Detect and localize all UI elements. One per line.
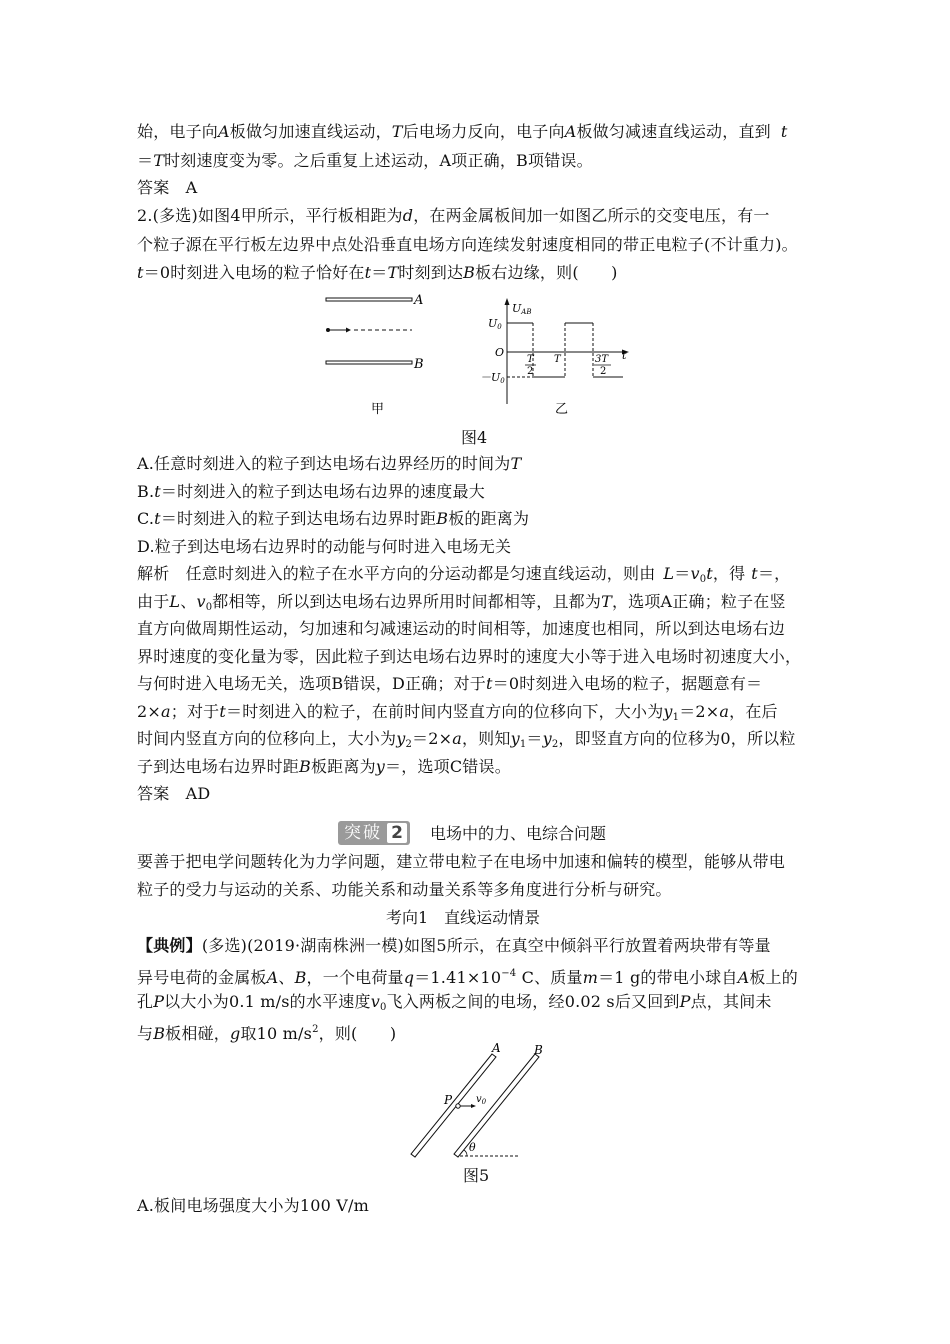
example-line: 【典例】(多选)(2019·湖南株洲一模)如图5所示，在真空中倾斜平行放置着两块带有等量: [137, 936, 771, 955]
plate-a: [326, 298, 412, 301]
option-b: B.t＝时刻进入的粒子到达电场右边界的速度最大: [137, 482, 485, 501]
tick-3-half-t-den: 2: [600, 366, 607, 377]
figure-5: [398, 1042, 558, 1164]
badge-number: 2: [387, 823, 407, 843]
label-p: P: [444, 1093, 453, 1107]
plate-b-label: B: [414, 357, 424, 372]
analysis-line: 直方向做周期性运动，匀加速和匀减速运动的时间相等，加速度也相同，所以到达电场右边: [137, 619, 786, 638]
analysis-line: 2×a；对于t＝时刻进入的粒子，在前时间内竖直方向的位移向下，大小为$y_1=2\times a$，在后: [137, 702, 778, 723]
example-line: 异号电荷的金属板A、B，一个电荷量$q=1.41\times 10^{-4}$ C、质量m＝1 g的带电小球自A板上的: [137, 968, 798, 987]
analysis-line: 解析 任意时刻进入的粒子在水平方向的分运动都是匀速直线运动，则由 $L=v_0t$，得 t＝，: [137, 564, 791, 585]
plate-b: [326, 361, 412, 364]
analysis-line: 子到达电场右边界时距B板距离为y＝，选项C错误。: [137, 757, 511, 776]
analysis-line: 时间内竖直方向的位移向上，大小为$y_2=2\times a$，则知$y_1=y_2$，即竖直方向的位移为0，所以粒: [137, 729, 796, 750]
origin-label: O: [495, 346, 505, 359]
question-line: 个粒子源在平行板左边界中点处沿垂直电场方向连续发射速度相同的带正电粒子(不计重力)。: [137, 235, 798, 254]
plate-a-label: A: [414, 293, 424, 308]
example-line: 与B板相碰，g取10 $m/s^2$，则( ): [137, 1024, 397, 1043]
tick-half-t-den: 2: [527, 366, 534, 377]
section-title: 电场中的力、电综合问题: [430, 824, 607, 843]
option-a: A.任意时刻进入的粒子到达电场右边界经历的时间为T: [137, 454, 522, 473]
tick-3-half-t-num: 3T: [595, 354, 609, 365]
section-badge: [338, 821, 410, 845]
tick-t: T: [554, 354, 561, 365]
y-arrow-icon: [505, 298, 510, 305]
analysis-line: 界时速度的变化量为零，因此粒子到达电场右边界时的速度大小等于进入电场时初速度大小，: [137, 647, 802, 666]
paragraph-line: 粒子的受力与运动的关系、功能关系和动量关系等多角度进行分析与研究。: [137, 880, 672, 899]
label-a: A: [492, 1041, 501, 1055]
neg-u0-label: －U0: [480, 371, 505, 385]
option-c: C.t＝时刻进入的粒子到达电场右边界时距B板的距离为: [137, 509, 530, 528]
figure-4-caption: 图4: [461, 428, 488, 447]
analysis-line: 与何时进入电场无关，选项B错误，D正确；对于t＝0时刻进入电场的粒子，据题意有＝: [137, 674, 763, 693]
u0-label: U0: [488, 317, 502, 331]
label-v0: $v_0$: [476, 1094, 487, 1106]
option-a: A.板间电场强度大小为100 V/m: [137, 1196, 369, 1215]
text-line: 始，电子向A板做匀加速直线运动，T后电场力反向，电子向A板做匀减速直线运动，直到 t: [137, 122, 788, 141]
angle-arc: [464, 1150, 467, 1156]
hole-p: [456, 1104, 460, 1108]
question-line: 2.(多选)如图4甲所示，平行板相距为d，在两金属板间加一如图乙所示的交变电压，有一: [137, 206, 770, 225]
label-b: B: [534, 1043, 543, 1057]
axis-t-label: t: [622, 349, 627, 362]
arrowhead-icon: [346, 328, 351, 333]
badge-text: 突破: [344, 823, 382, 843]
figure-4-yi: [475, 296, 650, 421]
tick-half-t-num: T: [527, 354, 534, 365]
figure-5-caption: 图5: [463, 1166, 490, 1185]
option-d: D.粒子到达电场右边界时的动能与何时进入电场无关: [137, 537, 512, 556]
question-line: t＝0时刻进入电场的粒子恰好在t＝T时刻到达B板右边缘，则( ): [137, 263, 618, 282]
paragraph-line: 要善于把电学问题转化为力学问题，建立带电粒子在电场中加速和偏转的模型，能够从带电: [137, 852, 786, 871]
subsection-title: 考向1 直线运动情景: [386, 908, 541, 927]
figure-4-jia: [316, 290, 436, 430]
answer-line: 答案 AD: [137, 784, 211, 803]
text-line: ＝T时刻速度变为零。之后重复上述运动，A项正确，B项错误。: [137, 151, 593, 170]
caption-yi: 乙: [555, 402, 569, 417]
axis-u-label: UAB: [512, 302, 532, 316]
answer-line: 答案 A: [137, 178, 198, 197]
example-line: 孔P以大小为0.1 m/s的水平速度$v_0$飞入两板之间的电场，经0.02 s后又回到P点，其间未: [137, 992, 772, 1013]
caption-jia: 甲: [371, 402, 385, 417]
label-theta: θ: [469, 1141, 476, 1154]
analysis-line: 由于L、$v_0$都相等，所以到达电场右边界所用时间都相等，且都为T，选项A正确；粒子在竖: [137, 592, 786, 613]
